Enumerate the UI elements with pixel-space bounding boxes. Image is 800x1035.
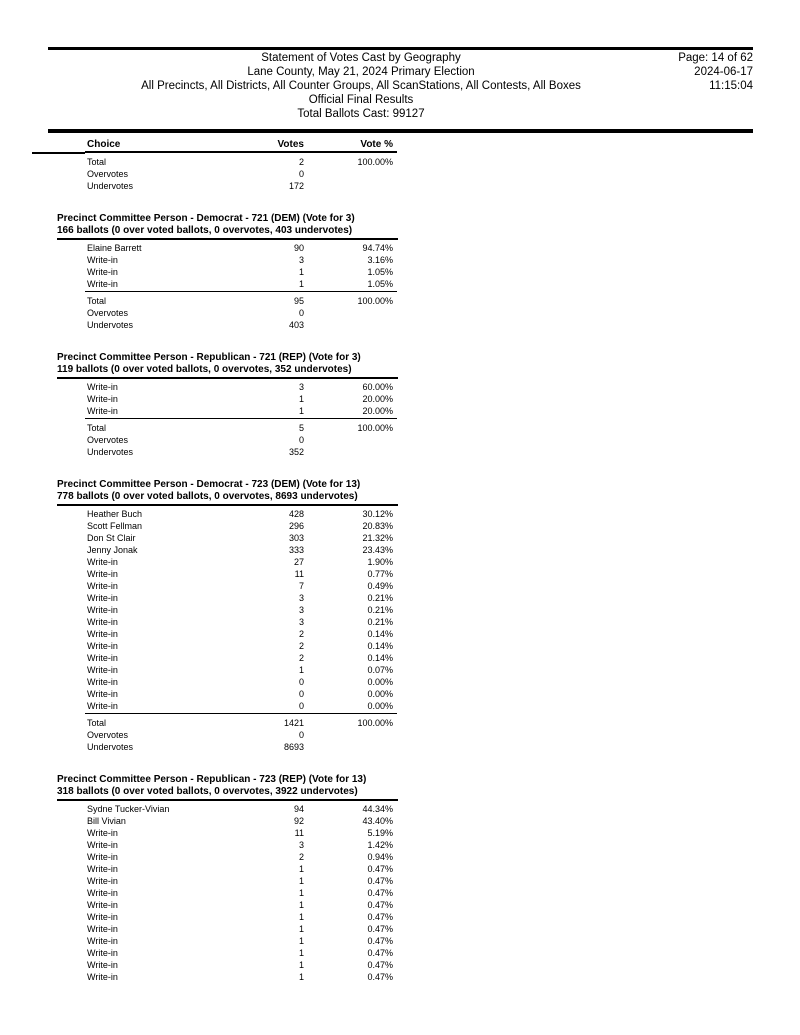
choice-name: Sydne Tucker-Vivian <box>87 804 170 814</box>
votes-value: 7 <box>298 581 304 591</box>
votes-value: 2 <box>298 157 304 167</box>
contest-title: Precinct Committee Person - Republican - 721 (REP) (Vote for 3) <box>57 352 361 363</box>
choice-name: Write-in <box>87 382 118 392</box>
sections <box>0 156 800 983</box>
result-row <box>85 180 397 192</box>
vote-pct-value: 0.49% <box>367 581 393 591</box>
choice-name: Total <box>87 296 107 306</box>
votes-value: 296 <box>288 521 304 531</box>
choice-name: Write-in <box>87 960 118 970</box>
votes-value: 1 <box>298 972 304 982</box>
vote-pct-value: 0.47% <box>367 972 393 982</box>
votes-value: 94 <box>293 804 304 814</box>
votes-value: 5 <box>298 423 304 433</box>
votes-value: 1 <box>298 267 304 277</box>
contest-ballots-line: 778 ballots (0 over voted ballots, 0 overvotes, 8693 undervotes) <box>57 491 398 506</box>
vote-pct-value: 0.21% <box>367 593 393 603</box>
contest-section <box>0 479 800 753</box>
header-top-rule <box>48 47 753 50</box>
result-row <box>85 266 397 278</box>
result-row <box>85 640 397 652</box>
vote-pct-value: 0.00% <box>367 701 393 711</box>
choice-name: Write-in <box>87 888 118 898</box>
result-row <box>85 393 397 405</box>
vote-pct-value: 0.00% <box>367 677 393 687</box>
result-row <box>85 628 397 640</box>
report-title: Statement of Votes Cast by Geography <box>261 52 461 64</box>
vote-pct-value: 0.47% <box>367 960 393 970</box>
result-row <box>85 947 397 959</box>
choice-name: Write-in <box>87 912 118 922</box>
choice-name: Write-in <box>87 948 118 958</box>
vote-pct-value: 100.00% <box>357 718 393 728</box>
choice-name: Undervotes <box>87 742 134 752</box>
votes-value: 27 <box>293 557 304 567</box>
choice-name: Write-in <box>87 852 118 862</box>
vote-pct-value: 0.21% <box>367 617 393 627</box>
vote-pct-value: 20.00% <box>362 406 393 416</box>
column-header-row <box>85 139 397 153</box>
result-row <box>85 741 397 753</box>
choice-name: Write-in <box>87 605 118 615</box>
choice-name: Write-in <box>87 255 118 265</box>
choice-name: Write-in <box>87 641 118 651</box>
votes-value: 0 <box>298 677 304 687</box>
vote-pct-value: 0.07% <box>367 665 393 675</box>
contest-summary <box>85 717 397 753</box>
choice-name: Scott Fellman <box>87 521 143 531</box>
result-row <box>85 911 397 923</box>
vote-pct-value: 0.94% <box>367 852 393 862</box>
vote-pct-value <box>304 319 397 331</box>
contest-rows <box>85 803 397 983</box>
vote-pct-value <box>304 434 397 446</box>
choice-name: Write-in <box>87 701 118 711</box>
result-row <box>85 381 397 393</box>
result-row <box>85 875 397 887</box>
result-row <box>85 803 397 815</box>
vote-pct-value: 21.32% <box>362 533 393 543</box>
choice-name: Undervotes <box>87 447 134 457</box>
vote-pct-value: 44.34% <box>362 804 393 814</box>
vote-pct-value: 1.42% <box>367 840 393 850</box>
column-header-vote-pct: Vote % <box>360 139 393 150</box>
result-row <box>85 887 397 899</box>
votes-value: 0 <box>298 689 304 699</box>
vote-pct-value <box>304 741 397 753</box>
result-row <box>85 319 397 331</box>
choice-name: Write-in <box>87 581 118 591</box>
result-row <box>85 168 397 180</box>
vote-pct-value: 0.77% <box>367 569 393 579</box>
votes-value: 0 <box>298 435 304 445</box>
choice-name: Elaine Barrett <box>87 243 142 253</box>
contest-summary <box>85 422 397 458</box>
vote-pct-value <box>304 446 397 458</box>
votes-value: 2 <box>298 641 304 651</box>
vote-pct-value: 5.19% <box>367 828 393 838</box>
report-header-meta <box>678 51 753 93</box>
votes-value: 0 <box>298 308 304 318</box>
votes-value: 3 <box>298 840 304 850</box>
choice-name: Write-in <box>87 924 118 934</box>
choice-name: Overvotes <box>87 169 129 179</box>
choice-name: Write-in <box>87 267 118 277</box>
result-row <box>85 254 397 266</box>
choice-name: Write-in <box>87 677 118 687</box>
result-row <box>85 676 397 688</box>
choice-name: Undervotes <box>87 320 134 330</box>
votes-value: 2 <box>298 629 304 639</box>
result-row <box>85 935 397 947</box>
contest-section <box>0 213 800 331</box>
result-row <box>85 729 397 741</box>
vote-pct-value: 0.47% <box>367 864 393 874</box>
votes-value: 3 <box>298 255 304 265</box>
result-row <box>85 923 397 935</box>
contest-summary <box>85 156 397 192</box>
votes-value: 1 <box>298 960 304 970</box>
contest-ballots-line: 166 ballots (0 over voted ballots, 0 overvotes, 403 undervotes) <box>57 225 398 240</box>
report-header <box>48 51 674 121</box>
result-row <box>85 405 397 417</box>
vote-pct-value: 0.14% <box>367 629 393 639</box>
result-row <box>85 839 397 851</box>
choice-name: Write-in <box>87 840 118 850</box>
choice-name: Heather Buch <box>87 509 143 519</box>
vote-pct-value: 0.47% <box>367 900 393 910</box>
result-row <box>85 242 397 254</box>
choice-name: Jenny Jonak <box>87 545 138 555</box>
choice-name: Overvotes <box>87 730 129 740</box>
vote-pct-value: 0.47% <box>367 948 393 958</box>
votes-value: 2 <box>298 653 304 663</box>
votes-value: 2 <box>298 852 304 862</box>
votes-value: 1 <box>298 888 304 898</box>
result-row <box>85 508 397 520</box>
votes-value: 3 <box>298 605 304 615</box>
result-row <box>85 863 397 875</box>
vote-pct-value: 0.47% <box>367 912 393 922</box>
votes-value: 1 <box>298 394 304 404</box>
result-row <box>85 568 397 580</box>
choice-name: Write-in <box>87 936 118 946</box>
vote-pct-value: 23.43% <box>362 545 393 555</box>
choice-name: Write-in <box>87 569 118 579</box>
total-ballots-cast: Total Ballots Cast: 99127 <box>297 108 425 120</box>
choice-name: Write-in <box>87 689 118 699</box>
votes-value: 1 <box>298 665 304 675</box>
result-row <box>85 688 397 700</box>
vote-pct-value: 94.74% <box>362 243 393 253</box>
votes-value: 90 <box>293 243 304 253</box>
votes-value: 352 <box>288 447 304 457</box>
votes-value: 11 <box>294 569 304 579</box>
result-row <box>85 532 397 544</box>
results-table <box>0 139 800 983</box>
contest-title: Precinct Committee Person - Democrat - 723 (DEM) (Vote for 13) <box>57 479 361 490</box>
choice-name: Total <box>87 718 107 728</box>
choice-name: Total <box>87 423 107 433</box>
result-row <box>85 544 397 556</box>
contest-section <box>0 352 800 458</box>
column-header-votes: Votes <box>277 139 304 150</box>
choice-name: Write-in <box>87 665 118 675</box>
votes-value: 3 <box>298 382 304 392</box>
vote-pct-value: 0.14% <box>367 641 393 651</box>
votes-value: 1 <box>298 864 304 874</box>
votes-value: 303 <box>288 533 304 543</box>
result-row <box>85 580 397 592</box>
votes-value: 1 <box>298 924 304 934</box>
vote-pct-value <box>304 180 397 192</box>
choice-name: Write-in <box>87 900 118 910</box>
votes-value: 3 <box>298 593 304 603</box>
votes-value: 8693 <box>283 742 304 752</box>
contest-summary <box>85 295 397 331</box>
votes-value: 95 <box>293 296 304 306</box>
report-time: 11:15:04 <box>709 80 753 92</box>
vote-pct-value: 43.40% <box>362 816 393 826</box>
page-number: Page: 14 of 62 <box>678 52 753 64</box>
choice-name: Write-in <box>87 279 118 289</box>
votes-value: 3 <box>298 617 304 627</box>
result-row <box>85 278 397 290</box>
result-row <box>85 295 397 307</box>
contest-section <box>0 156 800 192</box>
vote-pct-value: 1.90% <box>367 557 393 567</box>
result-row <box>85 827 397 839</box>
choice-name: Total <box>87 157 107 167</box>
vote-pct-value: 1.05% <box>367 279 393 289</box>
votes-value: 1 <box>298 406 304 416</box>
choice-name: Overvotes <box>87 308 129 318</box>
votes-value: 1 <box>298 936 304 946</box>
result-row <box>85 717 397 729</box>
result-row <box>85 851 397 863</box>
choice-name: Overvotes <box>87 435 129 445</box>
contest-rows <box>85 381 397 419</box>
vote-pct-value: 0.21% <box>367 605 393 615</box>
contest-ballots-line: 119 ballots (0 over voted ballots, 0 overvotes, 352 undervotes) <box>57 364 398 379</box>
choice-name: Write-in <box>87 864 118 874</box>
votes-value: 1 <box>298 900 304 910</box>
vote-pct-value: 0.47% <box>367 888 393 898</box>
vote-pct-value: 0.00% <box>367 689 393 699</box>
choice-name: Don St Clair <box>87 533 136 543</box>
result-row <box>85 520 397 532</box>
vote-pct-value <box>304 307 397 319</box>
vote-pct-value: 60.00% <box>362 382 393 392</box>
choice-name: Write-in <box>87 557 118 567</box>
votes-value: 11 <box>294 828 304 838</box>
result-row <box>85 592 397 604</box>
header-bottom-rule <box>48 129 753 133</box>
result-row <box>85 422 397 434</box>
votes-value: 0 <box>298 730 304 740</box>
result-row <box>85 700 397 712</box>
choice-name: Write-in <box>87 972 118 982</box>
result-row <box>85 156 397 168</box>
votes-value: 333 <box>288 545 304 555</box>
vote-pct-value: 100.00% <box>357 296 393 306</box>
result-row <box>85 899 397 911</box>
contest-rows <box>85 242 397 292</box>
choice-name: Bill Vivian <box>87 816 126 826</box>
result-row <box>85 971 397 983</box>
contest-ballots-line: 318 ballots (0 over voted ballots, 0 overvotes, 3922 undervotes) <box>57 786 398 801</box>
result-row <box>85 652 397 664</box>
vote-pct-value: 0.14% <box>367 653 393 663</box>
choice-name: Write-in <box>87 828 118 838</box>
votes-value: 1 <box>298 876 304 886</box>
vote-pct-value: 100.00% <box>357 423 393 433</box>
result-row <box>85 446 397 458</box>
vote-pct-value: 30.12% <box>362 509 393 519</box>
vote-pct-value <box>304 168 397 180</box>
votes-value: 403 <box>288 320 304 330</box>
choice-name: Write-in <box>87 617 118 627</box>
contest-title: Precinct Committee Person - Democrat - 721 (DEM) (Vote for 3) <box>57 213 355 224</box>
votes-value: 0 <box>298 701 304 711</box>
vote-pct-value: 0.47% <box>367 936 393 946</box>
vote-pct-value: 0.47% <box>367 924 393 934</box>
choice-name: Write-in <box>87 593 118 603</box>
result-row <box>85 616 397 628</box>
contest-section <box>0 774 800 983</box>
vote-pct-value: 1.05% <box>367 267 393 277</box>
votes-value: 1 <box>298 279 304 289</box>
result-row <box>85 815 397 827</box>
contest-rows <box>85 508 397 714</box>
vote-pct-value: 3.16% <box>367 255 393 265</box>
choice-name: Undervotes <box>87 181 134 191</box>
result-row <box>85 434 397 446</box>
vote-pct-value: 100.00% <box>357 157 393 167</box>
contest-title: Precinct Committee Person - Republican - 723 (REP) (Vote for 13) <box>57 774 367 785</box>
choice-name: Write-in <box>87 653 118 663</box>
report-subtitle: Lane County, May 21, 2024 Primary Election <box>247 66 475 78</box>
votes-value: 172 <box>288 181 304 191</box>
result-row <box>85 307 397 319</box>
result-row <box>85 959 397 971</box>
votes-value: 92 <box>293 816 304 826</box>
vote-pct-value: 20.00% <box>362 394 393 404</box>
result-row <box>85 556 397 568</box>
column-header-choice: Choice <box>87 139 121 150</box>
choice-name: Write-in <box>87 394 118 404</box>
votes-value: 0 <box>298 169 304 179</box>
votes-value: 1421 <box>283 718 304 728</box>
votes-value: 1 <box>298 912 304 922</box>
result-row <box>85 664 397 676</box>
vote-pct-value: 0.47% <box>367 876 393 886</box>
report-date: 2024-06-17 <box>694 66 753 78</box>
choice-name: Write-in <box>87 406 118 416</box>
vote-pct-value <box>304 729 397 741</box>
vote-pct-value: 20.83% <box>362 521 393 531</box>
votes-value: 1 <box>298 948 304 958</box>
report-filters: All Precincts, All Districts, All Counter Groups, All ScanStations, All Contests, All Boxes <box>141 80 581 92</box>
report-status: Official Final Results <box>308 94 414 106</box>
votes-value: 428 <box>288 509 304 519</box>
choice-name: Write-in <box>87 876 118 886</box>
result-row <box>85 604 397 616</box>
choice-name: Write-in <box>87 629 118 639</box>
